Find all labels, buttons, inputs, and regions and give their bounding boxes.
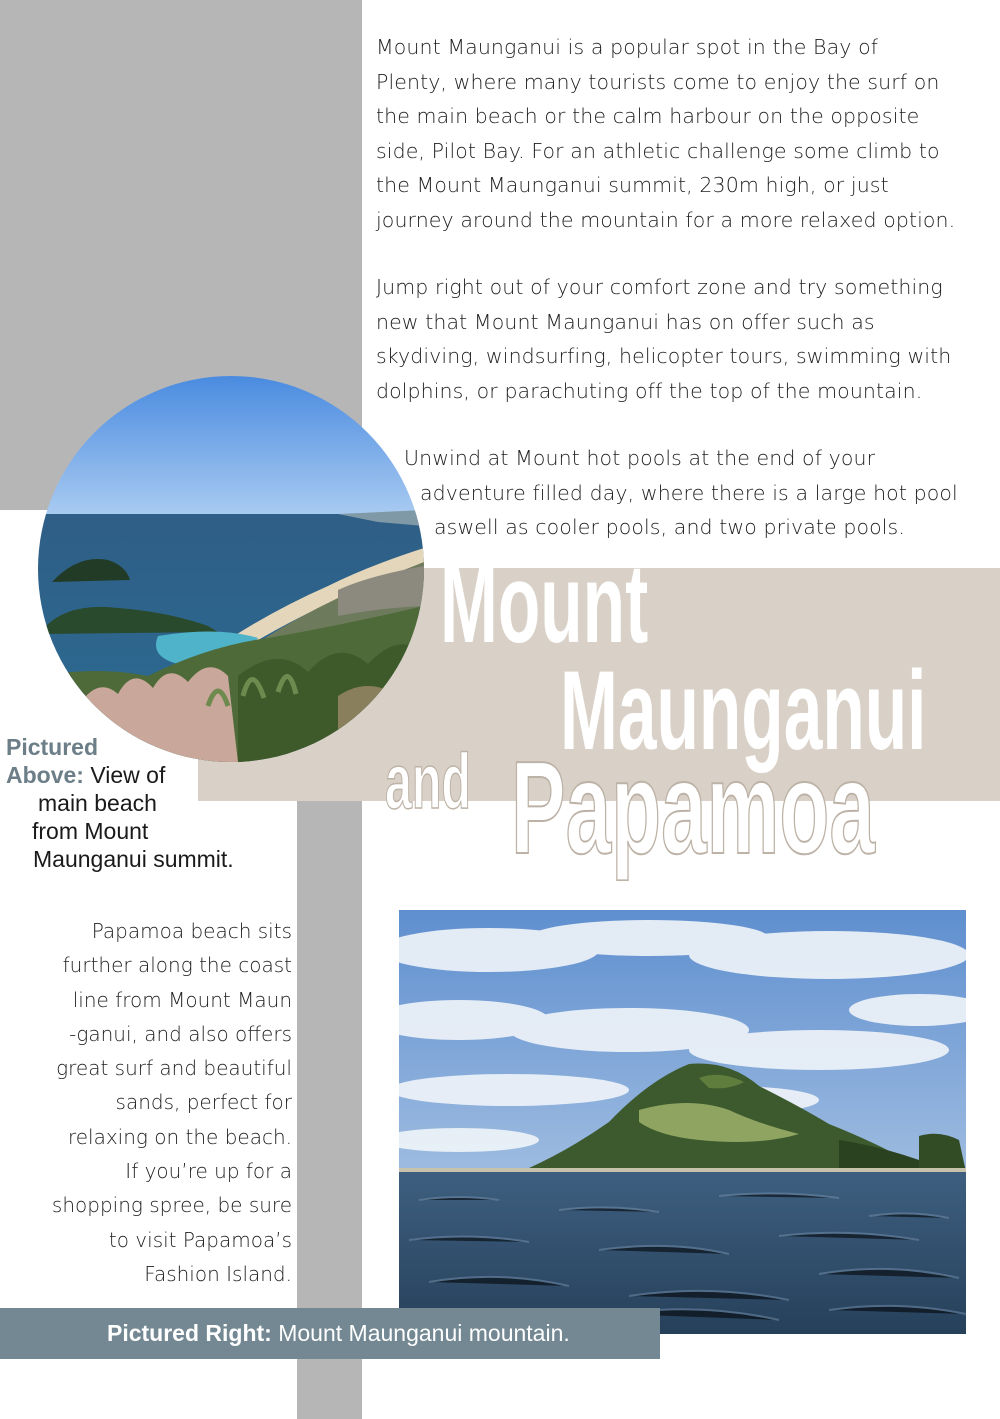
caption-text: main beach [38,790,157,816]
title-papamoa: Papamoa [511,734,875,881]
text-line: adventure filled day, where there is a large hot pool [420,480,958,505]
caption-pictured-above [6,733,286,873]
text-line: relaxing on the beach. [67,1124,292,1149]
title-and: and [385,737,471,825]
text-line: the Mount Maunganui summit, 230m high, or just [376,173,889,197]
text-line: skydiving, windsurfing, helicopter tours, swimming with [376,344,952,368]
caption-text: Maunganui summit. [33,846,234,872]
text-line: great surf and beautiful [56,1056,292,1081]
text-line: Mount Maunganui is a popular spot in the Bay of [376,35,879,59]
intro-paragraph-3 [404,441,994,545]
text-line: If you’re up for a [125,1159,292,1184]
title-maunganui: Maunganui [560,648,927,773]
caption-text: from Mount [32,818,149,844]
text-line: Fashion Island. [144,1261,292,1286]
intro-paragraph-2 [376,270,986,408]
caption-label: Pictured Right: [107,1320,272,1346]
mountain-illustration [399,910,966,1334]
caption-text: Mount Maunganui mountain. [271,1320,570,1346]
mountain-photo [399,910,966,1334]
summit-view-illustration [38,376,424,762]
text-line: sands, perfect for [115,1090,292,1115]
text-line: to visit Papamoa’s [108,1227,292,1252]
text-line: further along the coast [62,953,292,978]
text-line: line from Mount Maun [72,987,292,1012]
text-line: Plenty, where many tourists come to enjoy the surf on [376,69,940,94]
papamoa-paragraph [20,914,292,1291]
text-line: dolphins, or parachuting off the top of the mountain. [376,378,923,403]
text-line: -ganui, and also offers [69,1021,292,1046]
text-line: Unwind at Mount hot pools at the end of your [404,446,876,470]
caption-label: Above: [6,762,84,788]
text-line: Jump right out of your comfort zone and try something [376,275,943,299]
title-mount: Mount [440,541,649,666]
caption-pictured-right [107,1318,570,1348]
text-line: journey around the mountain for a more relaxed option. [376,207,956,232]
caption-label: Pictured [6,734,99,760]
text-line: the main beach or the calm harbour on the opposite [376,104,920,128]
text-line: side, Pilot Bay. For an athletic challenge some climb to [376,138,940,163]
caption-text: View of [83,762,166,788]
text-line: new that Mount Maunganui has on offer such as [376,309,875,334]
summit-view-photo [38,376,424,762]
text-line: Papamoa beach sits [91,919,292,943]
text-line: shopping spree, be sure [51,1193,292,1218]
intro-paragraph-1 [376,30,986,237]
text-line: aswell as cooler pools, and two private pools. [434,515,905,539]
